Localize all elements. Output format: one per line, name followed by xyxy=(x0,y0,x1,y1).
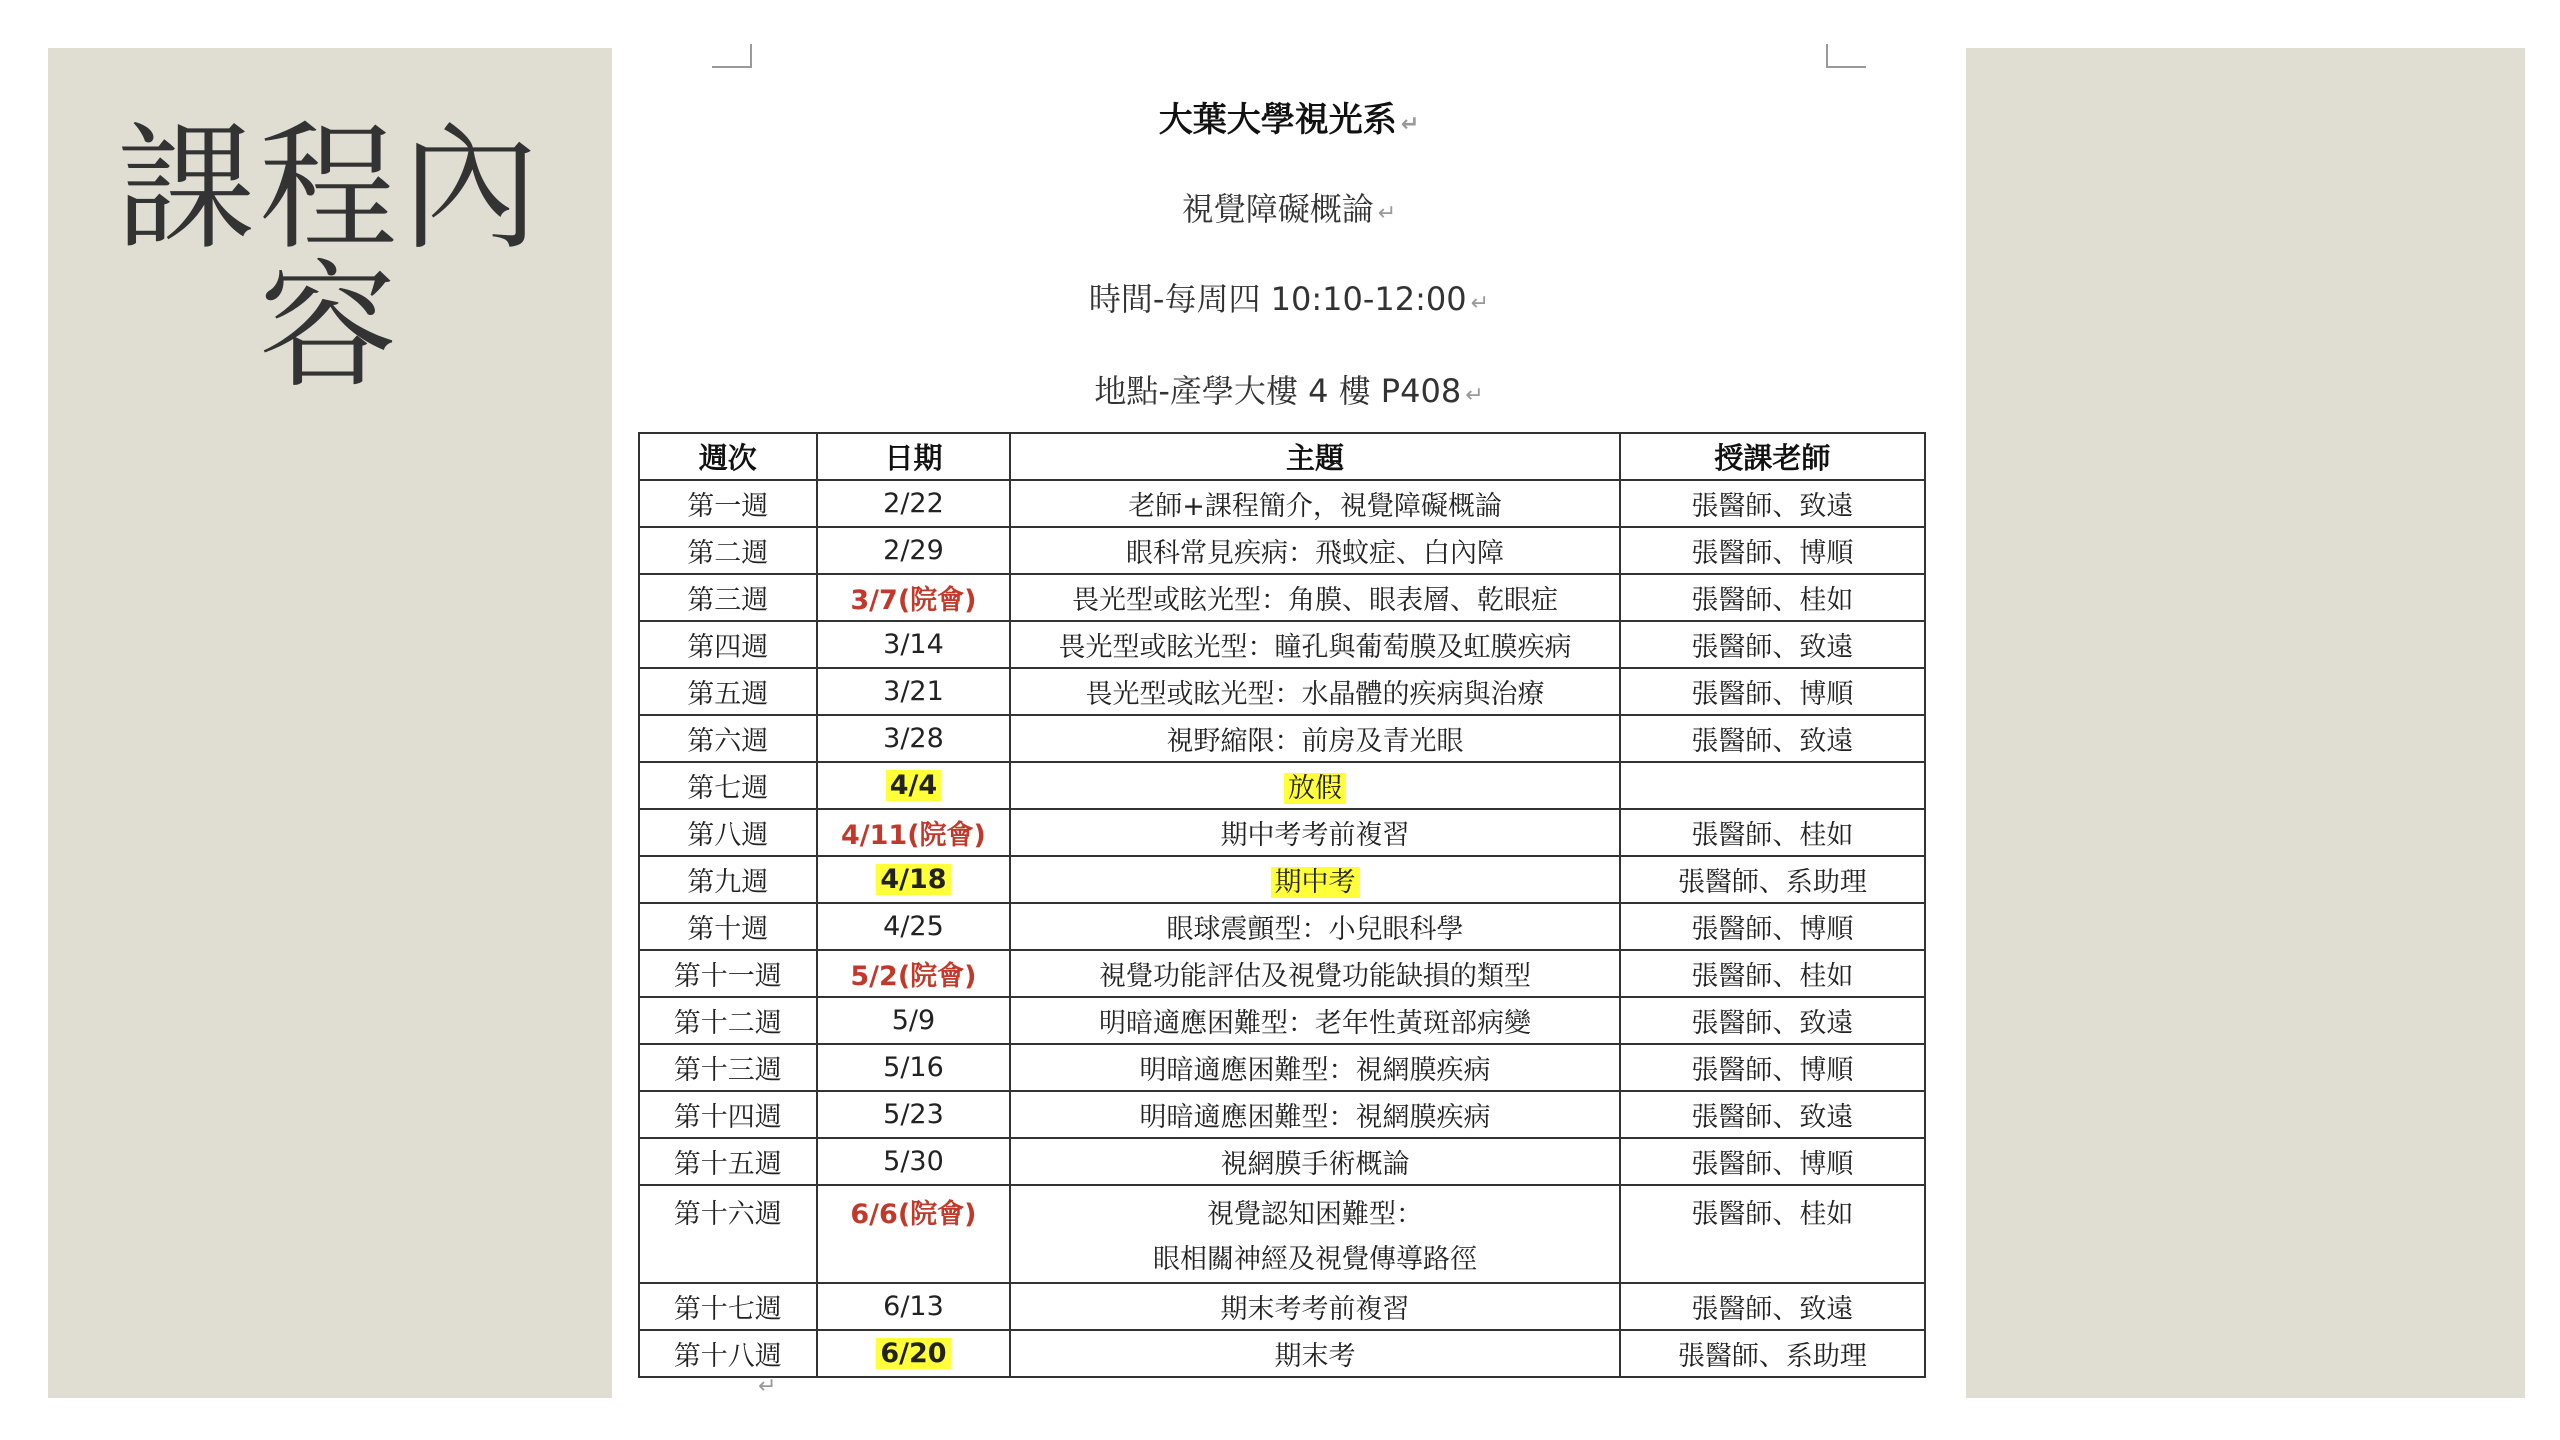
teacher-cell: 張醫師、博順 xyxy=(1620,1138,1925,1185)
date-cell: 3/28 xyxy=(817,715,1011,762)
teacher-cell: 張醫師、博順 xyxy=(1620,1044,1925,1091)
date-cell: 3/14 xyxy=(817,621,1011,668)
date-cell: 2/22 xyxy=(817,480,1011,527)
teacher-cell: 張醫師、致遠 xyxy=(1620,1283,1925,1330)
teacher-cell: 張醫師、致遠 xyxy=(1620,715,1925,762)
week-cell: 第四週 xyxy=(639,621,817,668)
document-page xyxy=(612,0,1966,1440)
page-corner-mark xyxy=(1826,44,1866,68)
table-row xyxy=(639,574,1925,621)
teacher-cell: 張醫師、博順 xyxy=(1620,903,1925,950)
table-row xyxy=(639,1185,1925,1283)
table-row xyxy=(639,997,1925,1044)
week-cell: 第十週 xyxy=(639,903,817,950)
date-cell: 5/9 xyxy=(817,997,1011,1044)
date-highlight: 4/18 xyxy=(876,864,950,895)
date-cell: 5/23 xyxy=(817,1091,1011,1138)
topic-cell: 明暗適應困難型：視網膜疾病 xyxy=(1010,1091,1619,1138)
topic-cell: 畏光型或眩光型：角膜、眼表層、乾眼症 xyxy=(1010,574,1619,621)
teacher-cell: 張醫師、桂如 xyxy=(1620,809,1925,856)
header-week: 週次 xyxy=(639,433,817,480)
topic-cell: 明暗適應困難型：老年性黃斑部病變 xyxy=(1010,997,1619,1044)
topic-cell xyxy=(1010,856,1619,903)
week-cell: 第十二週 xyxy=(639,997,817,1044)
week-cell: 第十四週 xyxy=(639,1091,817,1138)
table-row xyxy=(639,903,1925,950)
topic-cell: 視野縮限：前房及青光眼 xyxy=(1010,715,1619,762)
week-cell: 第十六週 xyxy=(639,1185,817,1283)
topic-cell: 眼科常見疾病：飛蚊症、白內障 xyxy=(1010,527,1619,574)
teacher-cell: 張醫師、致遠 xyxy=(1620,621,1925,668)
date-cell: 4/11(院會) xyxy=(817,809,1011,856)
date-cell: 3/7(院會) xyxy=(817,574,1011,621)
week-cell: 第七週 xyxy=(639,762,817,809)
slide-title: 課程內容 xyxy=(116,108,543,407)
course-title: 視覺障礙概論 ↵ xyxy=(1181,190,1397,228)
table-row xyxy=(639,621,1925,668)
week-cell: 第八週 xyxy=(639,809,817,856)
course-location: 地點-產學大樓 4 樓 P408 ↵ xyxy=(1094,372,1484,410)
date-cell: 3/21 xyxy=(817,668,1011,715)
teacher-cell: 張醫師、桂如 xyxy=(1620,574,1925,621)
teacher-cell: 張醫師、博順 xyxy=(1620,527,1925,574)
teacher-cell: 張醫師、桂如 xyxy=(1620,1185,1925,1283)
table-row xyxy=(639,668,1925,715)
week-cell: 第十一週 xyxy=(639,950,817,997)
slide-right-panel xyxy=(1966,48,2525,1398)
topic-cell: 畏光型或眩光型：水晶體的疾病與治療 xyxy=(1010,668,1619,715)
teacher-cell: 張醫師、博順 xyxy=(1620,668,1925,715)
header-topic: 主題 xyxy=(1010,433,1619,480)
school-heading: 大葉大學視光系 ↵ xyxy=(1158,100,1420,140)
topic-line: 眼相關神經及視覺傳導路徑 xyxy=(1153,1244,1478,1275)
teacher-cell xyxy=(1620,762,1925,809)
table-row xyxy=(639,856,1925,903)
topic-cell: 期末考 xyxy=(1010,1330,1619,1377)
week-cell: 第六週 xyxy=(639,715,817,762)
table-row xyxy=(639,809,1925,856)
table-header-row xyxy=(639,433,1925,480)
topic-cell xyxy=(1010,762,1619,809)
date-cell: 5/16 xyxy=(817,1044,1011,1091)
teacher-cell: 張醫師、致遠 xyxy=(1620,1091,1925,1138)
date-highlight: 6/20 xyxy=(876,1338,950,1369)
topic-cell: 視覺功能評估及視覺功能缺損的類型 xyxy=(1010,950,1619,997)
week-cell: 第十八週 xyxy=(639,1330,817,1377)
table-row xyxy=(639,527,1925,574)
table-row xyxy=(639,1283,1925,1330)
week-cell: 第三週 xyxy=(639,574,817,621)
week-cell: 第一週 xyxy=(639,480,817,527)
date-cell: 5/2(院會) xyxy=(817,950,1011,997)
topic-cell: 老師+課程簡介，視覺障礙概論 xyxy=(1010,480,1619,527)
week-cell: 第十三週 xyxy=(639,1044,817,1091)
topic-cell: 明暗適應困難型：視網膜疾病 xyxy=(1010,1044,1619,1091)
date-cell xyxy=(817,856,1011,903)
table-row xyxy=(639,480,1925,527)
topic-highlight: 放假 xyxy=(1284,773,1346,804)
topic-cell: 眼球震顫型：小兒眼科學 xyxy=(1010,903,1619,950)
table-row xyxy=(639,715,1925,762)
date-cell: 6/6(院會) xyxy=(817,1185,1011,1283)
date-highlight: 4/4 xyxy=(886,770,941,801)
teacher-cell: 張醫師、桂如 xyxy=(1620,950,1925,997)
teacher-cell: 張醫師、系助理 xyxy=(1620,1330,1925,1377)
teacher-cell: 張醫師、致遠 xyxy=(1620,997,1925,1044)
teacher-cell: 張醫師、系助理 xyxy=(1620,856,1925,903)
teacher-cell: 張醫師、致遠 xyxy=(1620,480,1925,527)
topic-cell: 視網膜手術概論 xyxy=(1010,1138,1619,1185)
topic-line: 視覺認知困難型： xyxy=(1207,1199,1424,1230)
week-cell: 第九週 xyxy=(639,856,817,903)
week-cell: 第二週 xyxy=(639,527,817,574)
date-cell: 6/13 xyxy=(817,1283,1011,1330)
date-cell: 2/29 xyxy=(817,527,1011,574)
table-row xyxy=(639,1138,1925,1185)
week-cell: 第五週 xyxy=(639,668,817,715)
table-row xyxy=(639,1330,1925,1377)
header-date: 日期 xyxy=(817,433,1011,480)
topic-cell xyxy=(1010,1185,1619,1283)
topic-cell: 期中考考前複習 xyxy=(1010,809,1619,856)
page-corner-mark xyxy=(712,44,752,68)
date-cell: 4/25 xyxy=(817,903,1011,950)
week-cell: 第十五週 xyxy=(639,1138,817,1185)
topic-highlight: 期中考 xyxy=(1271,867,1360,898)
date-cell xyxy=(817,762,1011,809)
paragraph-mark: ↵ xyxy=(758,1374,777,1399)
header-teacher: 授課老師 xyxy=(1620,433,1925,480)
table-row xyxy=(639,950,1925,997)
date-cell xyxy=(817,1330,1011,1377)
schedule-table xyxy=(638,432,1926,1378)
topic-cell: 期末考考前複習 xyxy=(1010,1283,1619,1330)
date-cell: 5/30 xyxy=(817,1138,1011,1185)
topic-cell: 畏光型或眩光型：瞳孔與葡萄膜及虹膜疾病 xyxy=(1010,621,1619,668)
course-time: 時間-每周四 10:10-12:00 ↵ xyxy=(1088,280,1490,318)
week-cell: 第十七週 xyxy=(639,1283,817,1330)
table-row xyxy=(639,1044,1925,1091)
table-row xyxy=(639,762,1925,809)
table-row xyxy=(639,1091,1925,1138)
